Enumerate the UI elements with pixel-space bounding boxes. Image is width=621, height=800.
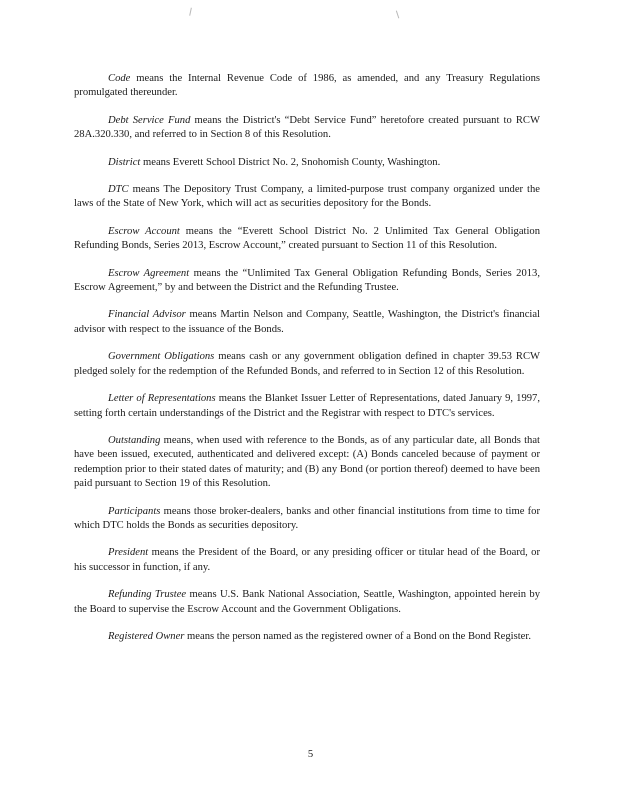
definition-term: President bbox=[108, 547, 149, 559]
definition-refunding-trustee bbox=[74, 588, 540, 617]
definition-term: District bbox=[108, 156, 141, 168]
definition-term: Code bbox=[108, 73, 131, 84]
definition-text: means The Depository Trust Company, a limited-purpose trust company organized under the laws of the State of New York, which will act as securities depository for the Bonds. bbox=[74, 184, 540, 210]
definition-registered-owner bbox=[74, 630, 540, 644]
definition-outstanding bbox=[74, 434, 540, 492]
definition-district bbox=[74, 156, 540, 170]
definition-text: means Everett School District No. 2, Snohomish County, Washington. bbox=[140, 156, 441, 168]
definition-text: means the Blanket Issuer Letter of Representations, dated January 9, 1997, setting forth certain understandings of the District and the Registrar with respect to DTC's services. bbox=[74, 393, 540, 419]
definition-text: means cash or any government obligation defined in chapter 39.53 RCW pledged solely for the redemption of the Refunded Bonds, and referred to in Section 12 of this Resolution. bbox=[74, 351, 541, 377]
definition-escrow-account bbox=[74, 225, 540, 254]
definition-term: Debt Service Fund bbox=[108, 114, 191, 126]
definitions-section bbox=[74, 72, 540, 657]
definition-term: Escrow Agreement bbox=[108, 267, 190, 279]
definition-government-obligations bbox=[74, 350, 540, 379]
definition-text: means, when used with reference to the Bonds, as of any particular date, all Bonds that have been issued, executed, authenticated and delivered except: (A) Bonds canceled because of payment or redemption prior to their stated dates of maturity; and (B) any Bond (or portion thereof) deemed to have been paid pursuant to Section 19 of this Resolution. bbox=[74, 434, 540, 490]
definition-term: Escrow Account bbox=[108, 225, 180, 237]
definition-participants bbox=[74, 505, 540, 534]
definition-text: means the Internal Revenue Code of 1986, as amended, and any Treasury Regulations promulgated thereunder. bbox=[74, 73, 540, 99]
definition-term: Refunding Trustee bbox=[108, 589, 187, 601]
definition-term: Outstanding bbox=[108, 434, 161, 446]
scan-artifact-right bbox=[396, 10, 402, 19]
definition-term: Government Obligations bbox=[108, 351, 215, 363]
definition-dtc bbox=[74, 183, 540, 212]
definition-escrow-agreement bbox=[74, 267, 540, 296]
definition-code bbox=[74, 72, 540, 101]
definition-financial-advisor bbox=[74, 308, 540, 337]
definition-letter-of-representations bbox=[74, 392, 540, 421]
page-number: 5 bbox=[307, 749, 314, 760]
definition-term: Participants bbox=[108, 505, 161, 517]
definition-text: means Martin Nelson and Company, Seattle, Washington, the District's financial advisor with respect to the issuance of the Bonds. bbox=[74, 309, 541, 335]
definition-term: Financial Advisor bbox=[108, 309, 186, 321]
definition-text: means the District's “Debt Service Fund” heretofore created pursuant to RCW 28A.320.330, and referred to in Section 8 of this Resolution. bbox=[74, 114, 540, 141]
definition-text: means the “Everett School District No. 2 Unlimited Tax General Obligation Refunding Bonds, Series 2013, Escrow Account,” created pursuant to Section 11 of this Resolution. bbox=[74, 225, 540, 252]
definition-debt-service-fund bbox=[74, 114, 540, 143]
definition-text: means the person named as the registered owner of a Bond on the Bond Register. bbox=[184, 630, 531, 642]
definition-text: means the “Unlimited Tax General Obligation Refunding Bonds, Series 2013, Escrow Agreement,” by and between the District and the Refunding Trustee. bbox=[74, 267, 540, 294]
definition-term: Registered Owner bbox=[108, 630, 185, 642]
definition-term: Letter of Representations bbox=[108, 393, 216, 405]
definition-term: DTC bbox=[108, 184, 129, 196]
definition-text: means the President of the Board, or any presiding officer or titular head of the Board, or his successor in function, if any. bbox=[74, 547, 540, 573]
definition-president bbox=[74, 546, 540, 575]
definition-text: means those broker-dealers, banks and other financial institutions from time to time for which DTC holds the Bonds as securities depository. bbox=[74, 505, 540, 531]
scan-artifact-left bbox=[189, 8, 195, 17]
definition-text: means U.S. Bank National Association, Seattle, Washington, appointed herein by the Board to supervise the Escrow Account and the Government Obligations. bbox=[74, 589, 540, 615]
